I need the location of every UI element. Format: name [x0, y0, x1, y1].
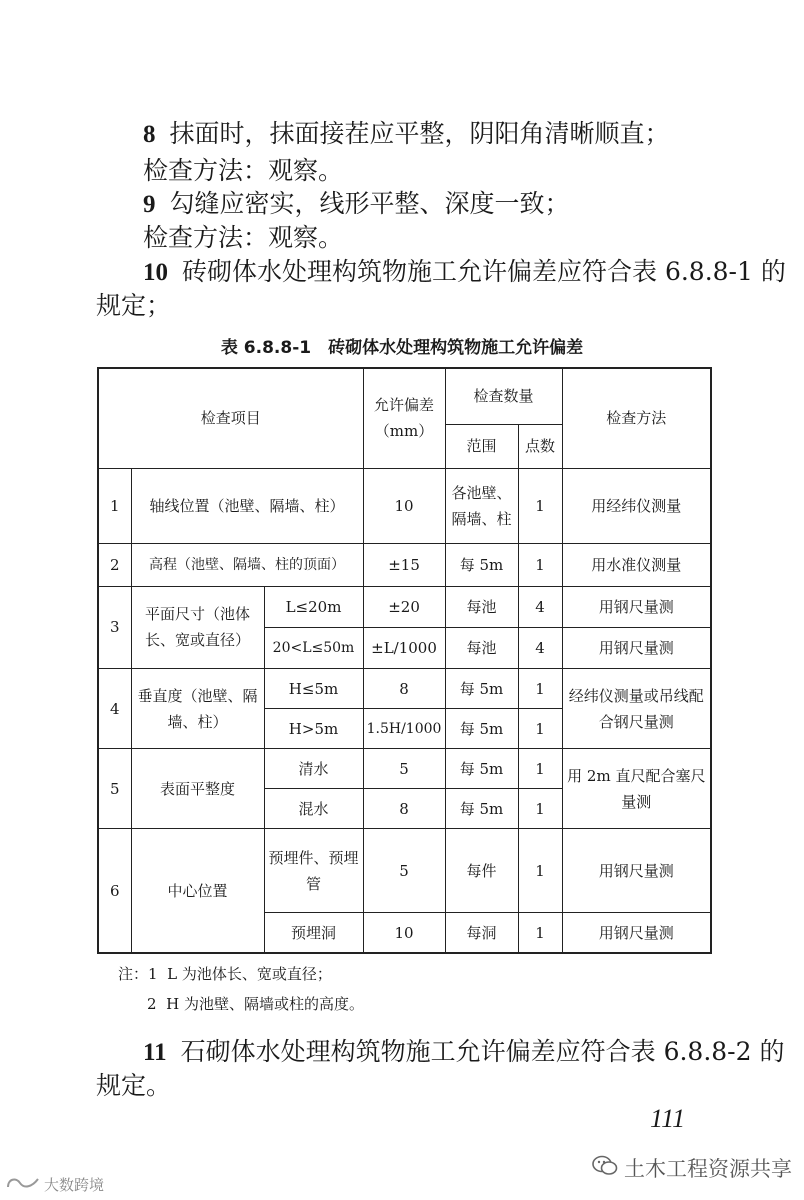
- header-range: 范围: [445, 424, 518, 468]
- row-range: 每 5m: [445, 709, 518, 749]
- row-number: 1: [98, 468, 131, 543]
- table-header-row: [98, 368, 711, 424]
- watermark-left-text: 大数跨境: [44, 1176, 105, 1194]
- row-method: 用钢尺量测: [562, 586, 711, 627]
- header-item: 检查项目: [98, 368, 363, 468]
- row-item: 表面平整度: [131, 749, 264, 829]
- clause-number: 10: [143, 259, 168, 286]
- note-text: H 为池壁、隔墙或柱的高度。: [166, 995, 364, 1013]
- note-label: 注：1: [118, 965, 158, 983]
- clause-8: [143, 118, 670, 151]
- row-condition: 清水: [264, 749, 363, 789]
- row-tolerance: 5: [363, 829, 445, 913]
- page-number: 111: [650, 1104, 686, 1133]
- row-condition: H>5m: [264, 709, 363, 749]
- row-range: 每洞: [445, 913, 518, 953]
- row-condition: 20<L≤50m: [264, 627, 363, 668]
- row-range: 每件: [445, 829, 518, 913]
- row-method: 用水准仪测量: [562, 543, 711, 586]
- clause-8-check: 检查方法：观察。: [143, 156, 344, 185]
- row-number: 6: [98, 829, 131, 953]
- row-item: 平面尺寸（池体长、宽或直径）: [131, 586, 264, 668]
- row-method: 用钢尺量测: [562, 913, 711, 953]
- note-number: 2: [147, 995, 157, 1013]
- header-tolerance-label: 允许偏差: [374, 396, 435, 415]
- row-item: 中心位置: [131, 829, 264, 953]
- row-tolerance: ±15: [363, 543, 445, 586]
- row-points: 1: [518, 913, 562, 953]
- tolerance-table: [97, 367, 712, 954]
- row-points: 4: [518, 586, 562, 627]
- row-number: 4: [98, 668, 131, 748]
- row-range: 各池壁、隔墙、柱: [445, 468, 518, 543]
- wechat-icon: [592, 1155, 618, 1182]
- row-condition: H≤5m: [264, 668, 363, 708]
- header-tolerance: [363, 368, 445, 468]
- row-number: 5: [98, 749, 131, 829]
- row-points: 1: [518, 749, 562, 789]
- row-points: 1: [518, 709, 562, 749]
- row-condition: 混水: [264, 789, 363, 829]
- row-range: 每 5m: [445, 789, 518, 829]
- clause-text: 抹面时，抹面接茬应平整，阴阳角清晰顺直；: [169, 119, 670, 148]
- note-2: [147, 994, 364, 1014]
- note-1: [118, 964, 332, 984]
- logo-icon: [6, 1175, 40, 1195]
- clause-number: 9: [143, 191, 156, 218]
- row-tolerance: 10: [363, 468, 445, 543]
- row-tolerance: 1.5H/1000: [363, 709, 445, 749]
- row-points: 1: [518, 668, 562, 708]
- clause-text: 砖砌体水处理构筑物施工允许偏差应符合表 6.8.8-1 的: [182, 257, 786, 286]
- note-text: L 为池体长、宽或直径；: [167, 965, 332, 983]
- row-points: 1: [518, 468, 562, 543]
- row-points: 4: [518, 627, 562, 668]
- row-tolerance: ±L/1000: [363, 627, 445, 668]
- clause-10: [143, 256, 786, 289]
- row-method: 用 2m 直尺配合塞尺量测: [562, 749, 711, 829]
- table-caption: 表 6.8.8-1 砖砌体水处理构筑物施工允许偏差: [220, 338, 584, 358]
- clause-text: 勾缝应密实，线形平整、深度一致；: [169, 189, 570, 218]
- row-points: 1: [518, 543, 562, 586]
- table-row: [98, 468, 711, 543]
- clause-9-check: 检查方法：观察。: [143, 223, 344, 252]
- row-points: 1: [518, 829, 562, 913]
- row-method: 用钢尺量测: [562, 627, 711, 668]
- row-number: 2: [98, 543, 131, 586]
- clause-9: [143, 188, 570, 221]
- watermark-right: [592, 1153, 792, 1183]
- row-method: 经纬仪测量或吊线配合钢尺量测: [562, 668, 711, 748]
- watermark-left: [6, 1174, 104, 1195]
- watermark-right-text: 土木工程资源共享: [624, 1157, 792, 1181]
- table-row: [98, 543, 711, 586]
- row-item: 轴线位置（池壁、隔墙、柱）: [131, 468, 363, 543]
- table-row: [98, 829, 711, 913]
- clause-text: 石砌体水处理构筑物施工允许偏差应符合表 6.8.8-2 的: [180, 1037, 785, 1066]
- clause-number: 8: [143, 121, 156, 148]
- row-condition: 预埋件、预埋管: [264, 829, 363, 913]
- table-row: [98, 586, 711, 627]
- row-tolerance: 10: [363, 913, 445, 953]
- clause-10-cont: 规定；: [96, 291, 172, 320]
- header-points: 点数: [518, 424, 562, 468]
- row-range: 每池: [445, 627, 518, 668]
- row-tolerance: 5: [363, 749, 445, 789]
- row-method: 用钢尺量测: [562, 829, 711, 913]
- row-tolerance: 8: [363, 668, 445, 708]
- row-tolerance: ±20: [363, 586, 445, 627]
- header-quantity: 检查数量: [445, 368, 562, 424]
- row-condition: L≤20m: [264, 586, 363, 627]
- row-number: 3: [98, 586, 131, 668]
- row-range: 每 5m: [445, 668, 518, 708]
- row-method: 用经纬仪测量: [562, 468, 711, 543]
- table-row: [98, 668, 711, 708]
- row-item: 高程（池壁、隔墙、柱的顶面）: [131, 543, 363, 586]
- header-method: 检查方法: [562, 368, 711, 468]
- row-range: 每 5m: [445, 543, 518, 586]
- row-range: 每 5m: [445, 749, 518, 789]
- header-tolerance-unit: （mm）: [374, 422, 434, 441]
- row-condition: 预埋洞: [264, 913, 363, 953]
- clause-11: [143, 1036, 784, 1069]
- row-item: 垂直度（池壁、隔墙、柱）: [131, 668, 264, 748]
- clause-number: 11: [143, 1039, 167, 1066]
- clause-11-cont: 规定。: [96, 1071, 172, 1100]
- row-tolerance: 8: [363, 789, 445, 829]
- row-points: 1: [518, 789, 562, 829]
- row-range: 每池: [445, 586, 518, 627]
- table-row: [98, 749, 711, 789]
